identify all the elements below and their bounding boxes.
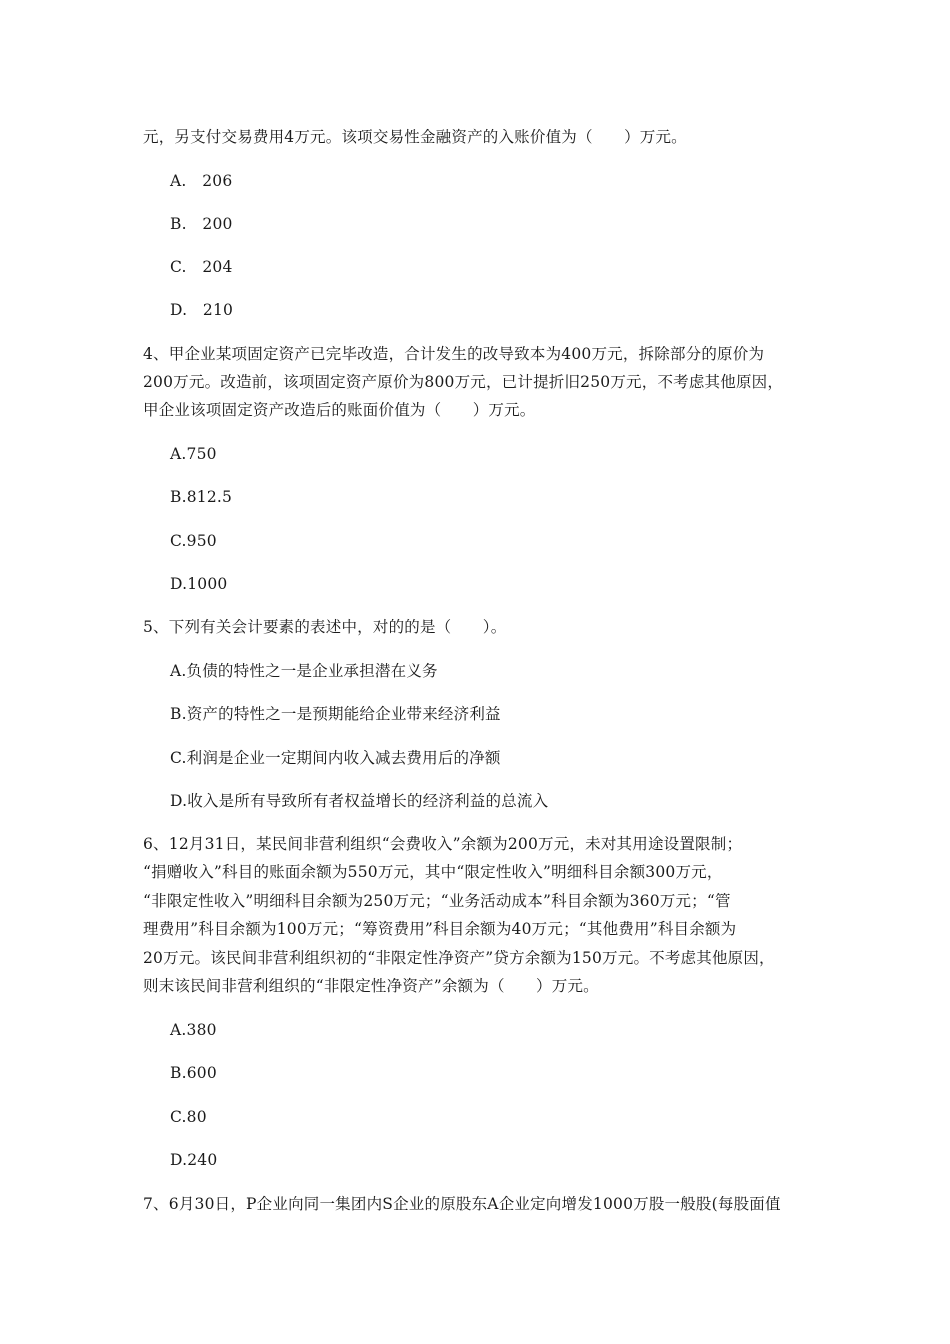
question-5-option-b: B.资产的特性之一是预期能给企业带来经济利益 [170, 705, 501, 723]
question-6-option-a: A.380 [170, 1021, 217, 1039]
question-6-line-2: “捐赠收入”科目的账面余额为550万元，其中“限定性收入”明细科目余额300万元， [143, 863, 723, 881]
question-6-line-5: 20万元。该民间非营利组织初的“非限定性净资产”贷方余额为150万元。不考虑其他原因， [143, 949, 775, 967]
question-5-option-a: A.负债的特性之一是企业承担潜在义务 [170, 662, 438, 680]
question-6-line-1: 6、12月31日，某民间非营利组织“会费收入”余额为200万元，未对其用途设置限制； [143, 835, 743, 853]
question-6-line-6: 则末该民间非营利组织的“非限定性净资产”余额为（ ）万元。 [143, 977, 599, 995]
question-3-option-b: B. 200 [170, 215, 233, 233]
question-3-option-c: C. 204 [170, 258, 233, 276]
question-4-option-b: B.812.5 [170, 488, 233, 506]
question-6-option-b: B.600 [170, 1064, 217, 1082]
question-4-line-3: 甲企业该项固定资产改造后的账面价值为（ ）万元。 [143, 401, 536, 419]
question-6-option-c: C.80 [170, 1108, 207, 1126]
question-4-line-2: 200万元。改造前，该项固定资产原价为800万元，已计提折旧250万元，不考虑其他原因， [143, 373, 784, 391]
question-4-line-1: 4、甲企业某项固定资产已完毕改造，合计发生的改导致本为400万元，拆除部分的原价为 [143, 345, 765, 363]
question-7-line-1: 7、6月30日，P企业向同一集团内S企业的原股东A企业定向增发1000万股一般股(每股面值 [143, 1195, 781, 1213]
question-5-line-1: 5、下列有关会计要素的表述中，对的的是（ ）。 [143, 618, 507, 636]
question-4-option-c: C.950 [170, 532, 217, 550]
question-3-option-a: A. 206 [170, 172, 233, 190]
question-6-line-3: “非限定性收入”明细科目余额为250万元；“业务活动成本”科目余额为360万元；“管 [143, 892, 731, 910]
question-4-option-a: A.750 [170, 445, 217, 463]
question-5-option-d: D.收入是所有导致所有者权益增长的经济利益的总流入 [170, 792, 549, 810]
question-6-line-4: 理费用”科目余额为100万元；“筹资费用”科目余额为40万元；“其他费用”科目余额为 [143, 920, 737, 938]
question-5-option-c: C.利润是企业一定期间内收入减去费用后的净额 [170, 749, 501, 767]
question-4-option-d: D.1000 [170, 575, 228, 593]
question-6-option-d: D.240 [170, 1151, 218, 1169]
question-3-option-d: D. 210 [170, 301, 234, 319]
question-3-text: 元，另支付交易费用4万元。该项交易性金融资产的入账价值为（ ）万元。 [143, 128, 687, 146]
